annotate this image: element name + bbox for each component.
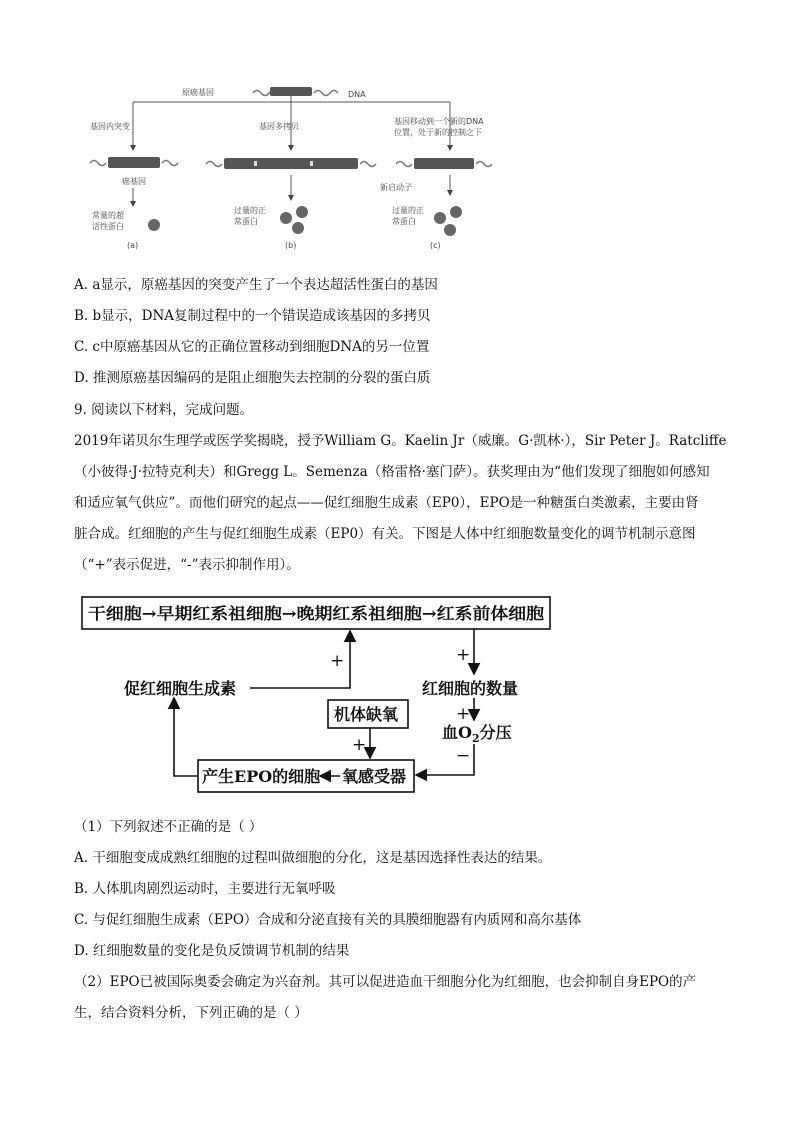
q1-option-b: B. 人体肌肉剧烈运动时，主要进行无氧呼吸 bbox=[74, 881, 336, 897]
tag-c: (c) bbox=[430, 241, 441, 250]
plus-sign: + bbox=[330, 651, 345, 671]
plus-sign: + bbox=[456, 645, 471, 665]
o2-sensor-label: 氧感受器 bbox=[342, 767, 407, 786]
q8-option-d: D. 推测原癌基因编码的是阻止细胞失去控制的分裂的蛋白质 bbox=[74, 370, 431, 386]
protein-dot bbox=[450, 206, 462, 218]
differentiation-chain: 干细胞→早期红系祖细胞→晚期红系祖细胞→红系前体细胞 bbox=[88, 604, 544, 623]
dna-label: DNA bbox=[348, 90, 366, 99]
q2-stem-line-2: 生，结合资料分析，下列正确的是（ ） bbox=[74, 1005, 308, 1021]
result-a-label-2: 活性蛋白 bbox=[92, 222, 124, 231]
q1-stem: （1）下列叙述不正确的是（ ） bbox=[74, 819, 263, 835]
passage-line-1: 2019年诺贝尔生理学或医学奖揭晓，授予William G。Kaelin Jr（威廉。G·凯林·），Sir Peter J。Ratcliffe bbox=[74, 433, 727, 449]
branch-a-label: 基因内突变 bbox=[90, 122, 130, 131]
epo-cell-label: 产生EPO的细胞 bbox=[202, 767, 321, 786]
protein-dot bbox=[148, 219, 160, 231]
q9-title: 9. 阅读以下材料，完成问题。 bbox=[74, 402, 254, 418]
rbc-count-label: 红细胞的数量 bbox=[422, 679, 519, 698]
q2-stem-line-1: （2）EPO已被国际奥委会确定为兴奋剂。其可以促进造血干细胞分化为红细胞，也会抑制自身EPO的产 bbox=[74, 974, 697, 990]
q1-option-d: D. 红细胞数量的变化是负反馈调节机制的结果 bbox=[74, 943, 350, 959]
passage-line-4: 脏合成。红细胞的产生与促红细胞生成素（EP0）有关。下图是人体中红细胞数量变化的调节机制示意图 bbox=[74, 526, 696, 542]
oncogene-activation-figure bbox=[78, 78, 518, 258]
dna-strand-a bbox=[90, 157, 178, 168]
epo-factor-label: 促红细胞生成素 bbox=[124, 679, 237, 698]
q8-option-b: B. b显示，DNA复制过程中的一个错误造成该基因的多拷贝 bbox=[74, 308, 431, 324]
oncogene-label: 癌基因 bbox=[122, 177, 146, 186]
protein-dot bbox=[280, 212, 292, 224]
branch-b-label: 基因多拷贝 bbox=[259, 122, 299, 131]
protein-dot bbox=[292, 222, 304, 234]
result-b-label-1: 过量的正 bbox=[234, 206, 266, 215]
q1-option-c: C. 与促红细胞生成素（EPO）合成和分泌直接有关的具膜细胞器有内质网和高尔基体 bbox=[74, 912, 582, 928]
passage-line-3: 和适应氧气供应”。而他们研究的起点——促红细胞生成素（EP0），EPO是一种糖蛋白类激素，主要由肾 bbox=[74, 495, 699, 511]
protein-dot bbox=[434, 212, 446, 224]
result-c-label-1: 过量的正 bbox=[392, 206, 424, 215]
new-promoter-label: 新启动子 bbox=[380, 183, 412, 192]
passage-line-2: （小彼得·J·拉特克利夫）和Gregg L。Semenza（格雷格·塞门萨）。获奖理由为“他们发现了细胞如何感知 bbox=[74, 464, 710, 480]
plus-sign: + bbox=[456, 704, 471, 724]
blood-o2-label: 血$O_2$分压 bbox=[442, 723, 512, 745]
dna-strand-c bbox=[396, 158, 492, 169]
result-c-label-2: 常蛋白 bbox=[392, 217, 416, 226]
proto-oncogene-label: 原癌基因 bbox=[182, 88, 214, 97]
q8-option-c: C. c中原癌基因从它的正确位置移动到细胞DNA的另一位置 bbox=[74, 339, 430, 355]
result-b-label-2: 常蛋白 bbox=[234, 217, 258, 226]
epo-regulation-figure bbox=[78, 592, 558, 802]
tag-a: (a) bbox=[127, 241, 139, 250]
tag-b: (b) bbox=[285, 241, 297, 250]
result-a-label-1: 常量的超 bbox=[92, 211, 124, 220]
passage-line-5: （“+”表示促进，“-”表示抑制作用）。 bbox=[74, 557, 300, 573]
plus-sign: + bbox=[352, 735, 367, 755]
hypoxia-label: 机体缺氧 bbox=[334, 705, 399, 724]
minus-sign: − bbox=[456, 746, 471, 766]
dna-strand-top bbox=[253, 87, 338, 96]
branch-c-label-2: 位置，处于新的控制之下 bbox=[394, 128, 482, 137]
dna-strand-b bbox=[206, 158, 376, 169]
protein-dot bbox=[296, 206, 308, 218]
q8-option-a: A. a显示，原癌基因的突变产生了一个表达超活性蛋白的基因 bbox=[74, 277, 438, 293]
q1-option-a: A. 干细胞变成成熟红细胞的过程叫做细胞的分化，这是基因选择性表达的结果。 bbox=[74, 850, 552, 866]
protein-dot bbox=[444, 224, 456, 236]
branch-c-label-1: 基因移动到一个新的DNA bbox=[394, 117, 484, 126]
